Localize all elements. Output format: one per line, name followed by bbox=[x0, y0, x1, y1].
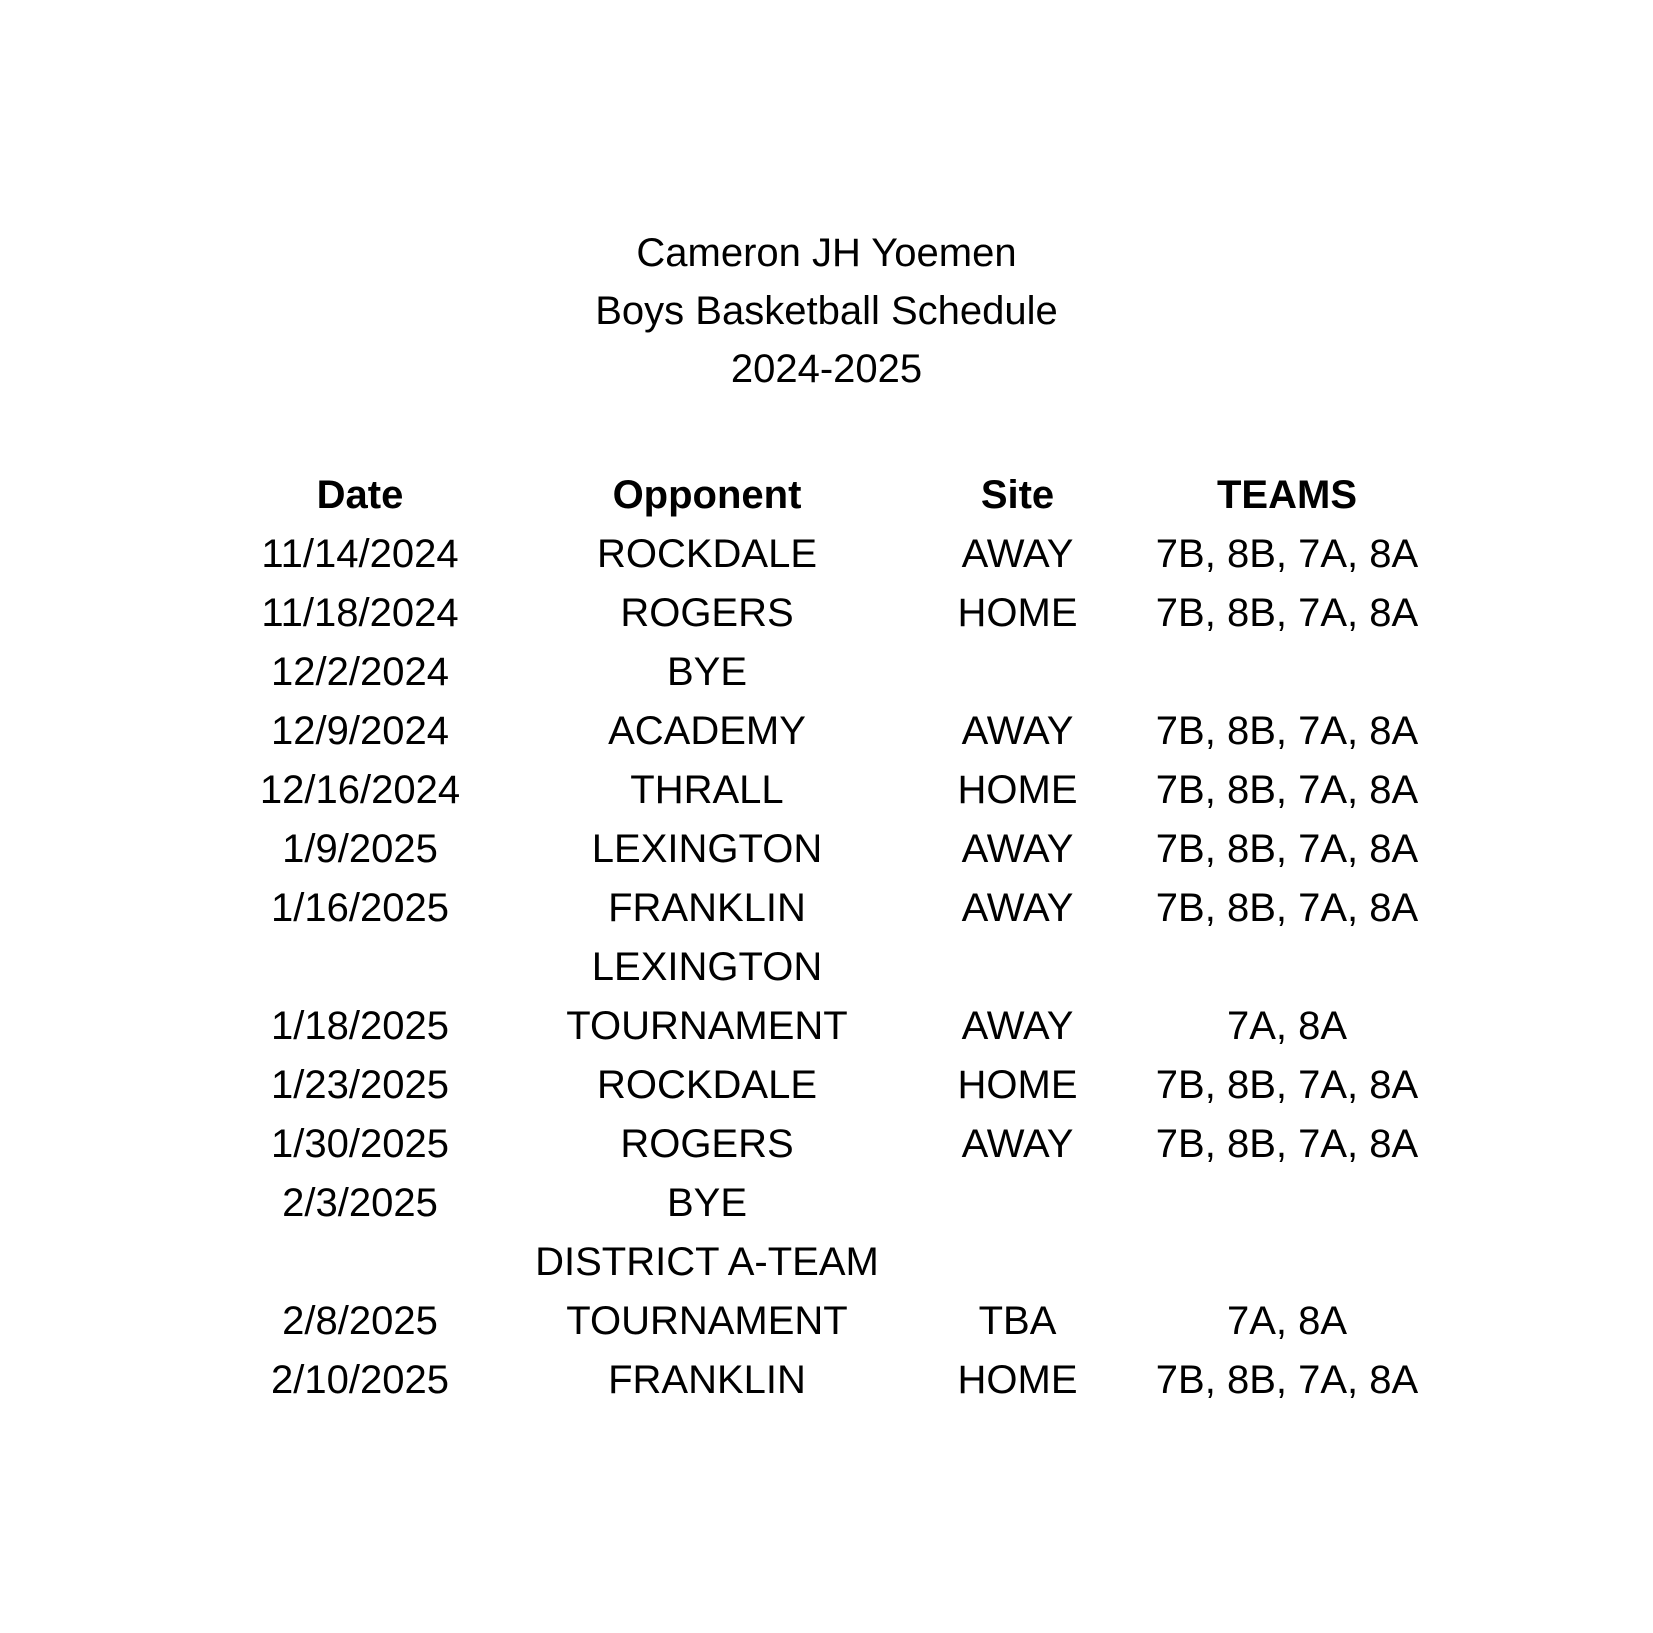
cell-opponent bbox=[510, 1351, 904, 1410]
cell-teams: 7B, 8B, 7A, 8A bbox=[1155, 709, 1419, 753]
header-opponent: Opponent bbox=[612, 473, 802, 517]
opponent-lines bbox=[510, 643, 904, 702]
table-row bbox=[210, 1233, 1443, 1351]
cell-site: HOME bbox=[957, 768, 1078, 812]
cell-site: AWAY bbox=[961, 886, 1074, 930]
cell-opponent bbox=[510, 1233, 904, 1351]
cell-date: 1/30/2025 bbox=[271, 1122, 449, 1166]
opponent-lines bbox=[510, 1233, 904, 1351]
school-name: Cameron JH Yoemen bbox=[636, 231, 1017, 275]
opponent-lines bbox=[510, 938, 904, 1056]
table-row bbox=[210, 1351, 1443, 1410]
cell-site: HOME bbox=[957, 1358, 1078, 1402]
table-row bbox=[210, 1115, 1443, 1174]
table-row bbox=[210, 702, 1443, 761]
cell-site: AWAY bbox=[961, 1122, 1074, 1166]
opponent-lines bbox=[510, 1351, 904, 1410]
cell-site: HOME bbox=[957, 591, 1078, 635]
header-date: Date bbox=[316, 473, 404, 517]
cell-site: AWAY bbox=[961, 827, 1074, 871]
schedule-title: Boys Basketball Schedule bbox=[595, 289, 1058, 333]
cell-teams: 7A, 8A bbox=[1226, 1299, 1348, 1343]
table-row bbox=[210, 584, 1443, 643]
cell-opponent bbox=[510, 643, 904, 702]
opponent-line: LEXINGTON bbox=[591, 945, 823, 989]
cell-date: 1/9/2025 bbox=[282, 827, 438, 871]
table-row bbox=[210, 643, 1443, 702]
opponent-line: TOURNAMENT bbox=[566, 1299, 848, 1343]
cell-opponent bbox=[510, 1056, 904, 1115]
cell-opponent bbox=[510, 879, 904, 938]
cell-teams: 7B, 8B, 7A, 8A bbox=[1155, 591, 1419, 635]
opponent-lines bbox=[510, 761, 904, 820]
opponent-lines bbox=[510, 879, 904, 938]
opponent-line: BYE bbox=[666, 650, 748, 694]
cell-opponent bbox=[510, 525, 904, 584]
cell-date: 2/8/2025 bbox=[282, 1299, 438, 1343]
cell-teams: 7B, 8B, 7A, 8A bbox=[1155, 768, 1419, 812]
opponent-line: TOURNAMENT bbox=[566, 1004, 848, 1048]
table-row bbox=[210, 1174, 1443, 1233]
opponent-lines bbox=[510, 1056, 904, 1115]
cell-teams: 7A, 8A bbox=[1226, 1004, 1348, 1048]
season-year: 2024-2025 bbox=[730, 347, 923, 391]
cell-date: 12/2/2024 bbox=[271, 650, 449, 694]
opponent-line: LEXINGTON bbox=[591, 827, 823, 871]
cell-date: 1/18/2025 bbox=[271, 1004, 449, 1048]
opponent-lines bbox=[510, 1115, 904, 1174]
cell-date: 2/3/2025 bbox=[282, 1181, 438, 1225]
opponent-line: ROCKDALE bbox=[596, 1063, 818, 1107]
table-row bbox=[210, 761, 1443, 820]
cell-date: 12/16/2024 bbox=[259, 768, 461, 812]
schedule-table bbox=[210, 466, 1443, 1410]
cell-opponent bbox=[510, 1174, 904, 1233]
opponent-line: ROGERS bbox=[620, 591, 794, 635]
opponent-line: DISTRICT A-TEAM bbox=[535, 1240, 879, 1284]
cell-teams: 7B, 8B, 7A, 8A bbox=[1155, 886, 1419, 930]
cell-date: 1/16/2025 bbox=[271, 886, 449, 930]
cell-teams: 7B, 8B, 7A, 8A bbox=[1155, 827, 1419, 871]
cell-date: 2/10/2025 bbox=[271, 1358, 449, 1402]
title-block bbox=[0, 224, 1653, 398]
cell-opponent bbox=[510, 1115, 904, 1174]
cell-site: AWAY bbox=[961, 1004, 1074, 1048]
cell-opponent bbox=[510, 761, 904, 820]
table-row bbox=[210, 1056, 1443, 1115]
cell-date: 11/18/2024 bbox=[261, 591, 459, 635]
cell-teams: 7B, 8B, 7A, 8A bbox=[1155, 1063, 1419, 1107]
opponent-lines bbox=[510, 702, 904, 761]
table-body bbox=[210, 525, 1443, 1410]
cell-site: HOME bbox=[957, 1063, 1078, 1107]
cell-date: 11/14/2024 bbox=[261, 532, 459, 576]
table-row bbox=[210, 938, 1443, 1056]
cell-opponent bbox=[510, 584, 904, 643]
cell-site: AWAY bbox=[961, 532, 1074, 576]
cell-site: TBA bbox=[978, 1299, 1057, 1343]
table-row bbox=[210, 820, 1443, 879]
cell-opponent bbox=[510, 702, 904, 761]
cell-date: 12/9/2024 bbox=[271, 709, 449, 753]
opponent-line: FRANKLIN bbox=[608, 886, 806, 930]
opponent-lines bbox=[510, 820, 904, 879]
opponent-line: ACADEMY bbox=[608, 709, 806, 753]
opponent-lines bbox=[510, 584, 904, 643]
cell-date: 1/23/2025 bbox=[271, 1063, 449, 1107]
header-teams: TEAMS bbox=[1217, 473, 1357, 517]
cell-opponent bbox=[510, 820, 904, 879]
cell-teams: 7B, 8B, 7A, 8A bbox=[1155, 1122, 1419, 1166]
opponent-lines bbox=[510, 525, 904, 584]
table-header-row bbox=[210, 466, 1443, 525]
opponent-lines bbox=[510, 1174, 904, 1233]
opponent-line: ROCKDALE bbox=[596, 532, 818, 576]
table-row bbox=[210, 879, 1443, 938]
cell-teams: 7B, 8B, 7A, 8A bbox=[1155, 532, 1419, 576]
opponent-line: FRANKLIN bbox=[608, 1358, 806, 1402]
opponent-line: ROGERS bbox=[620, 1122, 794, 1166]
opponent-line: BYE bbox=[666, 1181, 748, 1225]
header-site: Site bbox=[980, 473, 1055, 517]
cell-teams: 7B, 8B, 7A, 8A bbox=[1155, 1358, 1419, 1402]
cell-opponent bbox=[510, 938, 904, 1056]
cell-site: AWAY bbox=[961, 709, 1074, 753]
opponent-line: THRALL bbox=[630, 768, 784, 812]
table-row bbox=[210, 525, 1443, 584]
